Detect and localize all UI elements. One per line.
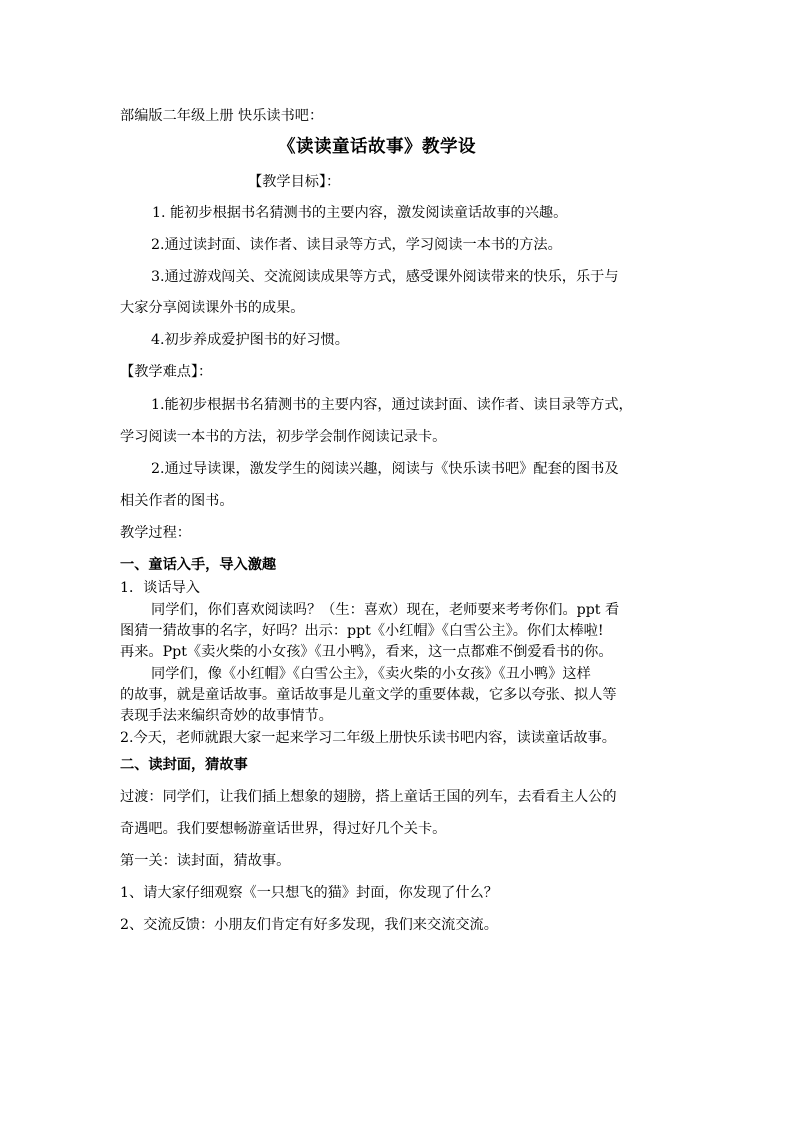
difficulty-item-1-cont: 学习阅读一本书的方法，初步学会制作阅读记录卡。	[120, 429, 447, 445]
document-title: 《读读童话故事》教学设	[278, 137, 476, 157]
section1-line-4: 同学们，像《小红帽》《白雪公主》，《卖火柴的小女孩》《丑小鸭》这样	[151, 666, 591, 682]
section2-line-3: 第一关：读封面，猜故事。	[120, 853, 291, 869]
section2-heading: 二、读封面，猜故事	[120, 757, 248, 773]
objective-item-3-cont: 大家分享阅读课外书的成果。	[120, 300, 305, 316]
process-label: 教学过程：	[120, 525, 191, 541]
section1-line-3: 再来。Ppt《卖火柴的小女孩》《丑小鸭》，看来，这一点都难不倒爱看书的你。	[120, 644, 613, 660]
difficulty-item-2-cont: 相关作者的图书。	[120, 493, 234, 509]
section2-line-4: 1、请大家仔细观察《一只想飞的猫》封面，你发现了什么？	[120, 885, 498, 901]
section2-line-5: 2、交流反馈：小朋友们肯定有好多发现，我们来交流交流。	[120, 917, 498, 933]
objective-item-2: 2.通过读封面、读作者、读目录等方式，学习阅读一本书的方法。	[151, 237, 562, 253]
difficulty-item-1: 1.能初步根据书名猜测书的主要内容，通过读封面、读作者、读目录等方式，	[151, 397, 633, 413]
objectives-heading: 【教学目标】：	[248, 174, 341, 190]
section1-line-2: 图猜一猜故事的名字，好吗？出示：ppt《小红帽》《白雪公主》。你们太棒啦!	[120, 623, 604, 639]
section1-sub: 1．谈话导入	[120, 580, 200, 596]
header-line: 部编版二年级上册 快乐读书吧：	[120, 108, 324, 124]
section1-heading: 一、童话入手，导入激趣	[120, 557, 277, 573]
section1-line-7: 2.今天，老师就跟大家一起来学习二年级上册快乐读书吧内容，读读童话故事。	[120, 730, 616, 746]
section2-line-2: 奇遇吧。我们要想畅游童话世界，得过好几个关卡。	[120, 821, 447, 837]
objective-item-3: 3.通过游戏闯关、交流阅读成果等方式，感受课外阅读带来的快乐，乐于与	[151, 269, 619, 285]
objective-item-1: 1. 能初步根据书名猜测书的主要内容，激发阅读童话故事的兴趣。	[152, 205, 568, 221]
difficulty-item-2: 2.通过导读课，激发学生的阅读兴趣，阅读与《快乐读书吧》配套的图书及	[151, 461, 619, 477]
objective-item-4: 4.初步养成爱护图书的好习惯。	[151, 332, 349, 348]
difficulties-heading: 【教学难点】：	[120, 364, 213, 380]
section1-line-5: 的故事，就是童话故事。童话故事是儿童文学的重要体裁，它多以夸张、拟人等	[120, 687, 617, 703]
section1-line-1: 同学们，你们喜欢阅读吗？（生：喜欢）现在，老师要来考考你们。ppt 看	[151, 602, 620, 618]
section2-line-1: 过渡：同学们，让我们插上想象的翅膀，搭上童话王国的列车，去看看主人公的	[120, 789, 617, 805]
section1-line-6: 表现手法来编织奇妙的故事情节。	[120, 708, 333, 724]
